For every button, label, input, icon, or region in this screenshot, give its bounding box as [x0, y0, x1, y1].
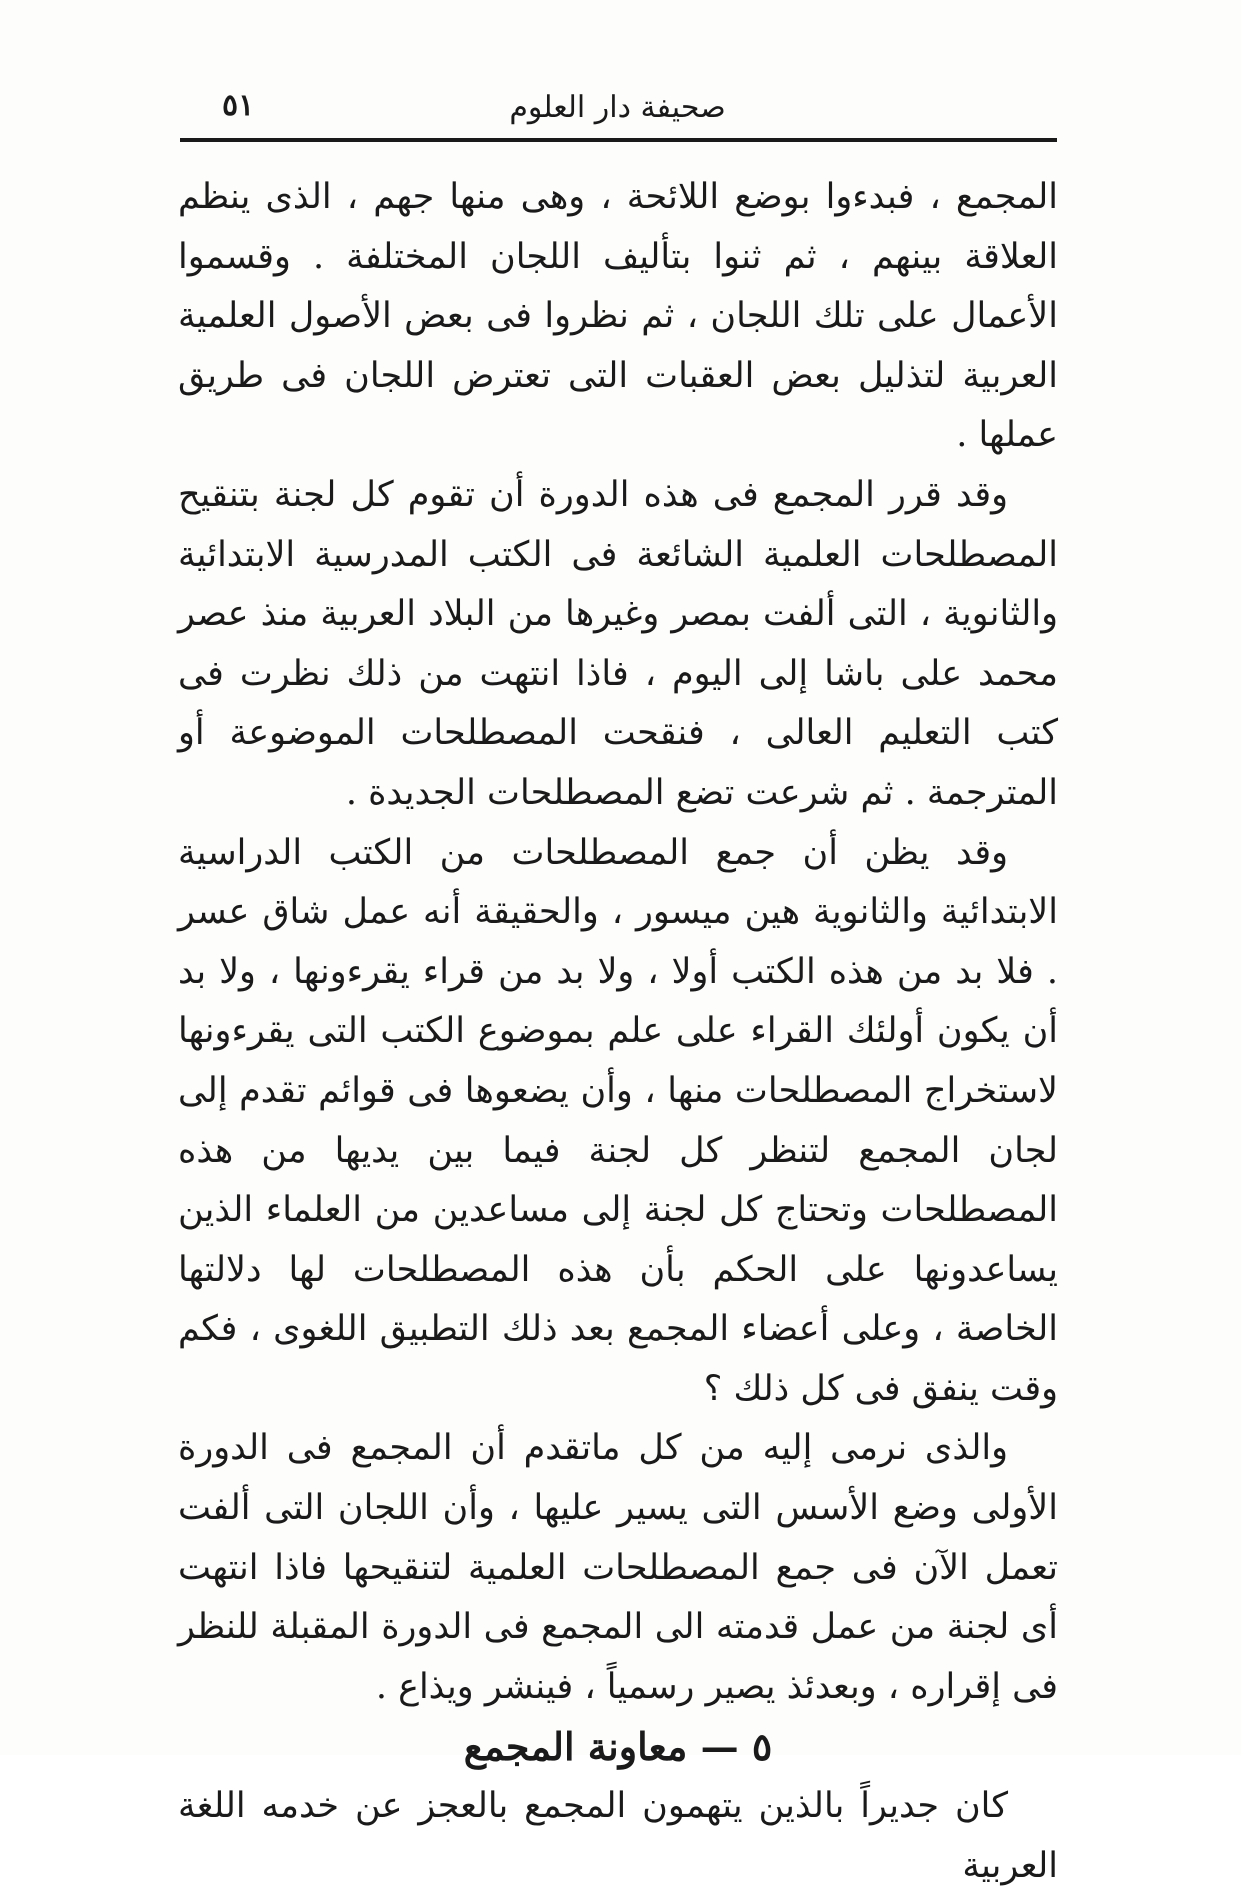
body-text	[178, 168, 1058, 1896]
section-heading: ٥ — معاونة المجمع	[463, 1724, 773, 1770]
paragraph-3: وقد يظن أن جمع المصطلحات من الكتب الدراسية الابتدائية والثانوية هين ميسور ، والحقيقة أنه عمل شاق عسر . فلا بد من هذه الكتب أولا ، ولا بد من قراء يقرءونها ، ولا بد أن يكون أولئك القراء على علم بموضوع الكتب التى يقرءونها لاستخراج المصطلحات منها ، وأن يضعوها فى قوائم تقدم إلى لجان المجمع لتنظر كل لجنة فيما بين يديها من هذه المصطلحات وتحتاج كل لجنة إلى مساعدين من العلماء الذين يساعدونها على الحكم بأن هذه المصطلحات لها دلالتها الخاصة ، وعلى أعضاء المجمع بعد ذلك التطبيق اللغوى ، فكم وقت ينفق فى كل ذلك ؟	[178, 832, 1058, 1409]
running-title: صحيفة دار العلوم	[509, 90, 726, 125]
paragraph-4: والذى نرمى إليه من كل ماتقدم أن المجمع فى الدورة الأولى وضع الأسس التى يسير عليها ، وأن اللجان التى ألفت تعمل الآن فى جمع المصطلحات العلمية لتنقيحها فاذا انتهت أى لجنة من عمل قدمته الى المجمع فى الدورة المقبلة للنظر فى إقراره ، وبعدئذ يصير رسمياً ، فينشر ويذاع .	[178, 1428, 1058, 1707]
page-header	[180, 80, 1055, 140]
paragraph-1: المجمع ، فبدءوا بوضع اللائحة ، وهى منها جهم ، الذى ينظم العلاقة بينهم ، ثم ثنوا بتأليف اللجان المختلفة . وقسموا الأعمال على تلك اللجان ، ثم نظروا فى بعض الأصول العلمية العربية لتذليل بعض العقبات التى تعترض اللجان فى طريق عملها .	[178, 177, 1058, 456]
paragraph-2: وقد قرر المجمع فى هذه الدورة أن تقوم كل لجنة بتنقيح المصطلحات العلمية الشائعة فى الكتب المدرسية الابتدائية والثانوية ، التى ألفت بمصر وغيرها من البلاد العربية منذ عصر محمد على باشا إلى اليوم ، فاذا انتهت من ذلك نظرت فى كتب التعليم العالى ، فنقحت المصطلحات الموضوعة أو المترجمة . ثم شرعت تضع المصطلحات الجديدة .	[178, 474, 1058, 813]
section-first-line: كان جديراً بالذين يتهمون المجمع بالعجز عن خدمه اللغة العربية	[178, 1786, 1058, 1886]
header-rule	[180, 138, 1057, 142]
page-number: ٥١	[222, 88, 255, 123]
